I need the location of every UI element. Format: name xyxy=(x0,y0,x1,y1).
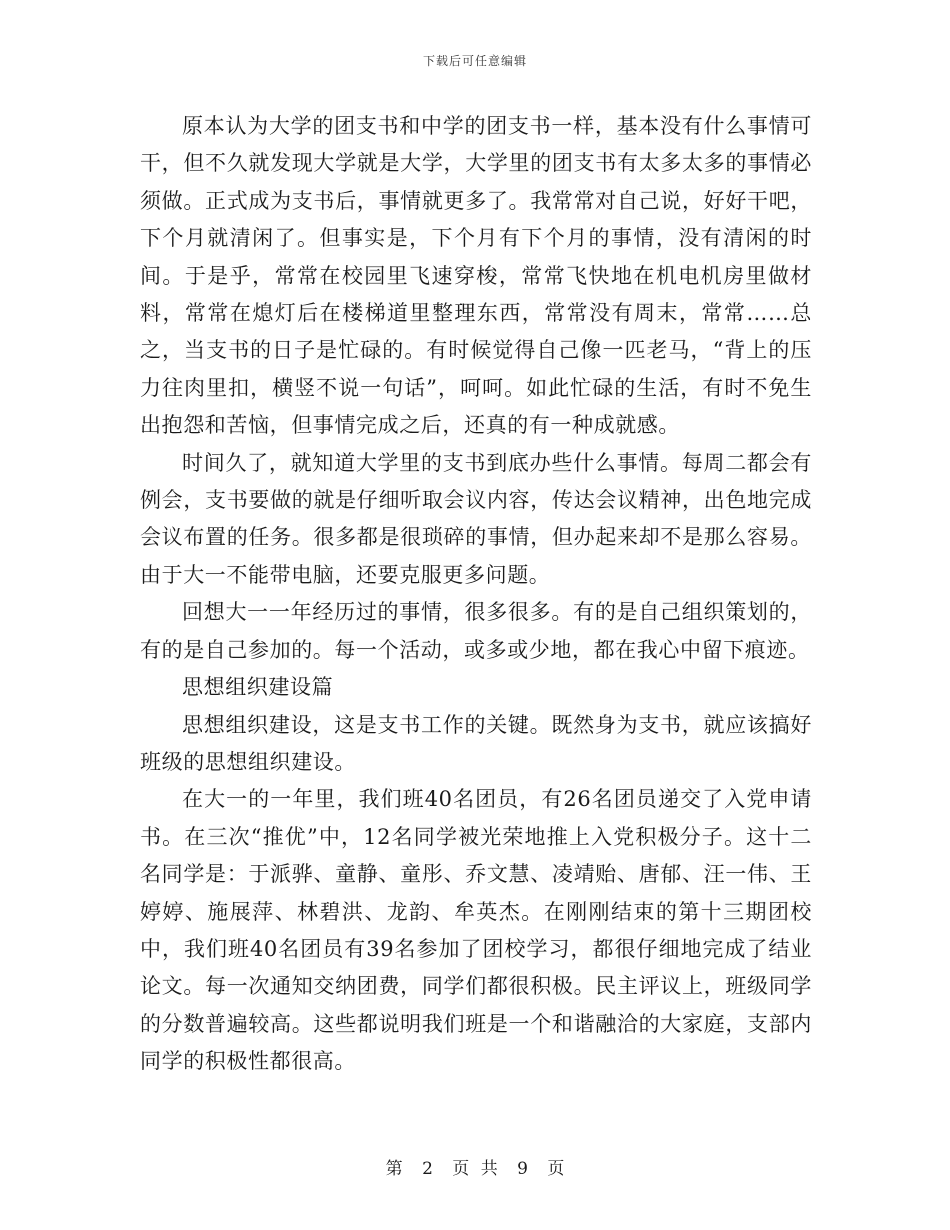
paragraph-1: 原本认为大学的团支书和中学的团支书一样，基本没有什么事情可干，但不久就发现大学就是大学，大学里的团支书有太多太多的事情必须做。正式成为支书后，事情就更多了。我常常对自己说，好好干吧，下个月就清闲了。但事实是，下个月有下个月的事情，没有清闲的时间。于是乎，常常在校园里飞速穿梭，常常飞快地在机电机房里做材料，常常在熄灯后在楼梯道里整理东西，常常没有周末，常常……总之，当支书的日子是忙碌的。有时候觉得自己像一匹老马，“背上的压力往肉里扣，横竖不说一句话”，呵呵。如此忙碌的生活，有时不免生出抱怨和苦恼，但事情完成之后，还真的有一种成就感。 xyxy=(140,114,812,438)
paragraph-4: 思想组织建设，这是支书工作的关键。既然身为支书，就应该搞好班级的思想组织建设。 xyxy=(140,712,812,774)
paragraph-5: 在大一的一年里，我们班40名团员，有26名团员递交了入党申请书。在三次“推优”中，12名同学被光荣地推上入党积极分子。这十二名同学是：于派骅、童静、童彤、乔文慧、凌靖贻、唐郁、汪一伟、王婷婷、施展萍、林碧洪、龙韵、牟英杰。在刚刚结束的第十三期团校中，我们班40名团员有39名参加了团校学习，都很仔细地完成了结业论文。每一次通知交纳团费，同学们都很积极。民主评议上，班级同学的分数普遍较高。这些都说明我们班是一个和谐融洽的大家庭，支部内同学的积极性都很高。 xyxy=(140,787,812,1074)
paragraph-3: 回想大一一年经历过的事情，很多很多。有的是自己组织策划的，有的是自己参加的。每一个活动，或多或少地，都在我心中留下痕迹。 xyxy=(140,600,812,662)
footer-middle: 页 共 xyxy=(452,1159,498,1179)
footer-current-page: 2 xyxy=(422,1159,433,1179)
section-heading: 思想组织建设篇 xyxy=(182,675,334,700)
footer-prefix: 第 xyxy=(385,1159,403,1179)
footer-suffix: 页 xyxy=(547,1159,565,1179)
paragraph-2: 时间久了，就知道大学里的支书到底办些什么事情。每周二都会有例会，支书要做的就是仔细听取会议内容，传达会议精神，出色地完成会议布置的任务。很多都是很琐碎的事情，但办起来却不是那么容易。由于大一不能带电脑，还要克服更多问题。 xyxy=(140,450,812,587)
header-note: 下载后可任意编辑 xyxy=(422,54,527,68)
document-body xyxy=(140,108,812,1081)
footer-total-pages: 9 xyxy=(517,1159,528,1179)
page-footer xyxy=(0,1154,950,1179)
